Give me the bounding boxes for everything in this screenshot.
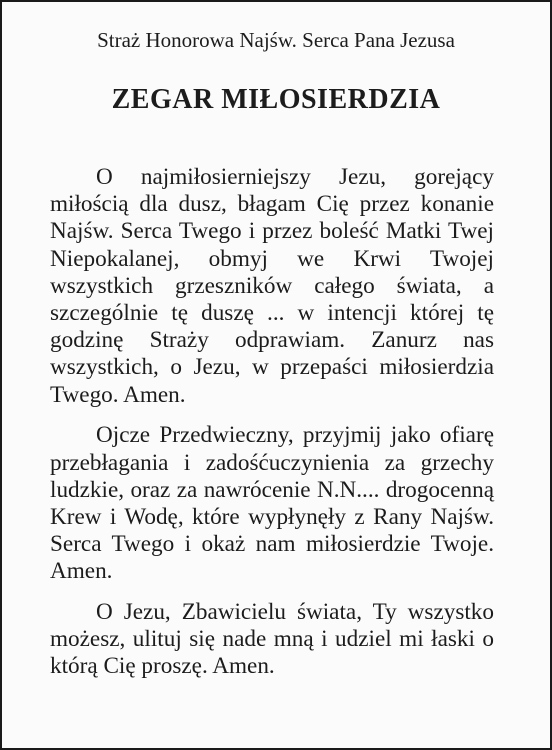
card-header: Straż Honorowa Najśw. Serca Pana Jezusa — [97, 28, 455, 52]
card-title: ZEGAR MIŁOSIERDZIA — [111, 84, 441, 115]
prayer-paragraph-2: Ojcze Przedwieczny, przyjmij jako ofiarę przebłagania i zadośćuczynienia za grzechy ludzkie, oraz za nawrócenie N.N.... drogocenną Krew i Wodę, które wypłynęły z Rany Najśw. Serca Twego i okaż nam miłosierdzie Twoje. Amen. — [50, 422, 494, 585]
prayer-paragraph-1: O najmiłosierniejszy Jezu, gorejący miłością dla dusz, błagam Cię przez konanie Najśw. Serca Twego i przez boleść Matki Twej Niepokalanej, obmyj we Krwi Twojej wszystkich grzeszników całego świata, a szczególnie tę duszę ... w intencji której tę godzinę Straży odprawiam. Zanurz nas wszystkich, o Jezu, w przepaści miłosierdzia Twego. Amen. — [50, 164, 494, 408]
prayer-paragraph-3: O Jezu, Zbawicielu świata, Ty wszystko możesz, ulituj się nade mną i udziel mi łaski o którą Cię proszę. Amen. — [50, 598, 494, 679]
prayer-body — [50, 164, 494, 680]
